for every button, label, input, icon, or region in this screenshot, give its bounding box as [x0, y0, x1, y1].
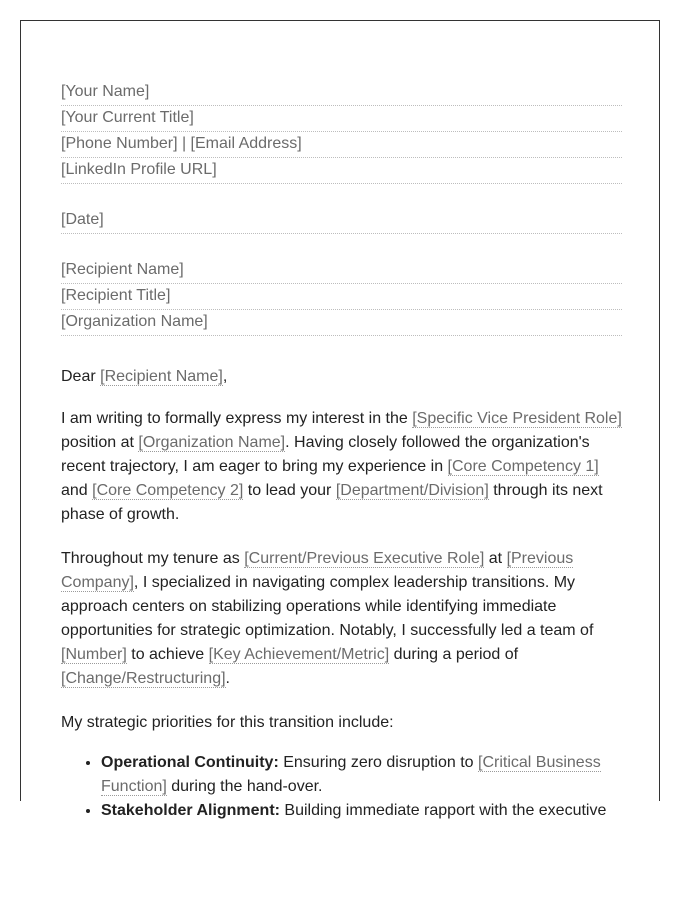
executive-role-placeholder[interactable]: [Current/Previous Executive Role]	[244, 550, 485, 567]
salutation-recipient-placeholder[interactable]: [Recipient Name]	[100, 368, 223, 385]
priority-text: Ensuring zero disruption to	[278, 754, 478, 771]
para-text: Throughout my tenure as	[61, 550, 245, 567]
para-text: and	[61, 482, 93, 499]
para-text: I am writing to formally express my interest in the	[61, 410, 413, 427]
para-text: during a period of	[389, 646, 519, 663]
recipient-organization-field[interactable]: [Organization Name]	[61, 311, 622, 336]
list-item	[101, 799, 622, 823]
para-text: .	[225, 670, 230, 687]
list-item	[101, 751, 622, 799]
recipient-title-field[interactable]: [Recipient Title]	[61, 285, 622, 310]
number-placeholder[interactable]: [Number]	[61, 646, 127, 663]
recipient-block	[61, 259, 622, 336]
sender-title-field[interactable]: [Your Current Title]	[61, 107, 622, 132]
sender-linkedin-field[interactable]: [LinkedIn Profile URL]	[61, 159, 622, 184]
para-text: . Having closely followed the organization's recent trajectory, I am eager to bring my experience in	[61, 434, 590, 475]
sender-name-field[interactable]: [Your Name]	[61, 81, 622, 106]
para-text: through its next phase of growth.	[61, 482, 603, 523]
organization-placeholder[interactable]: [Organization Name]	[138, 434, 286, 451]
sender-block	[61, 81, 622, 184]
letter-content	[61, 81, 622, 823]
achievement-placeholder[interactable]: [Key Achievement/Metric]	[208, 646, 390, 663]
intro-paragraph	[61, 407, 622, 527]
department-placeholder[interactable]: [Department/Division]	[335, 482, 489, 499]
priorities-list	[61, 751, 622, 823]
letter-page	[20, 20, 660, 819]
para-text: position at	[61, 434, 139, 451]
recipient-name-field[interactable]: [Recipient Name]	[61, 259, 622, 284]
para-text: to achieve	[126, 646, 209, 663]
competency-2-placeholder[interactable]: [Core Competency 2]	[92, 482, 244, 499]
spacer	[61, 235, 622, 259]
salutation-prefix: Dear	[61, 368, 101, 385]
role-placeholder[interactable]: [Specific Vice President Role]	[412, 410, 622, 427]
sender-contact-field[interactable]: [Phone Number] | [Email Address]	[61, 133, 622, 158]
priorities-intro: My strategic priorities for this transition include:	[61, 714, 394, 731]
priority-title: Stakeholder Alignment:	[101, 802, 280, 819]
salutation-suffix: ,	[222, 368, 228, 385]
salutation	[61, 365, 622, 389]
competency-1-placeholder[interactable]: [Core Competency 1]	[447, 458, 599, 475]
previous-company-placeholder[interactable]: [Previous Company]	[61, 550, 574, 591]
business-function-placeholder[interactable]: [Critical Business Function]	[101, 754, 601, 795]
priority-text: Building immediate rapport with the executive	[279, 802, 607, 819]
change-placeholder[interactable]: [Change/Restructuring]	[61, 670, 226, 687]
para-text: to lead your	[243, 482, 336, 499]
priority-text: during the hand-over.	[166, 778, 323, 795]
date-field[interactable]: [Date]	[61, 209, 622, 234]
experience-paragraph	[61, 547, 622, 691]
para-text: , I specialized in navigating complex leadership transitions. My approach centers on stabilizing operations while identifying immediate opportunities for strategic optimization. Notably, I successfully led a team of	[61, 574, 594, 639]
spacer	[61, 185, 622, 209]
priority-title: Operational Continuity:	[101, 754, 279, 771]
para-text: at	[484, 550, 507, 567]
